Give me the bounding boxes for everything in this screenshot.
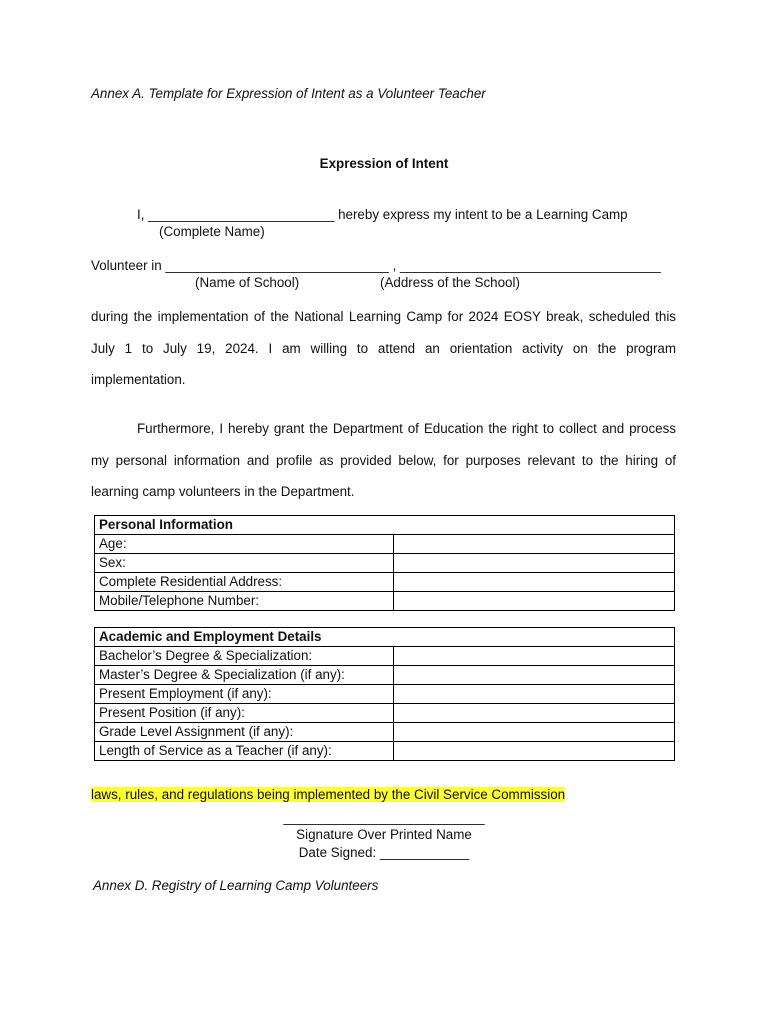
- sex-field[interactable]: [394, 554, 675, 573]
- employment-label: Present Employment (if any):: [95, 685, 394, 704]
- academic-employment-table: [94, 627, 675, 761]
- address-label: Complete Residential Address:: [95, 573, 394, 592]
- volunteer-line: [91, 258, 661, 273]
- volunteer-separator: ,: [388, 258, 401, 273]
- highlighted-text: laws, rules, and regulations being implemented by the Civil Service Commission: [91, 787, 566, 802]
- grade-level-field[interactable]: [394, 723, 675, 742]
- bachelors-label: Bachelor’s Degree & Specialization:: [95, 647, 394, 666]
- table-header-row: [95, 628, 675, 647]
- table-row: [95, 742, 675, 761]
- table-row: [95, 666, 675, 685]
- age-label: Age:: [95, 535, 394, 554]
- annex-d-title: Annex D. Registry of Learning Camp Volunteers: [93, 878, 379, 893]
- table-row: [95, 647, 675, 666]
- masters-label: Master’s Degree & Specialization (if any):: [95, 666, 394, 685]
- signature-caption: Signature Over Printed Name: [296, 827, 472, 842]
- personal-information-header: Personal Information: [95, 516, 675, 535]
- table-row: [95, 723, 675, 742]
- masters-field[interactable]: [394, 666, 675, 685]
- paragraph-implementation: during the implementation of the National Learning Camp for 2024 EOSY break, scheduled this July 1 to July 19, 2024. I am willing to attend an orientation activity on the program implementation.: [91, 309, 676, 387]
- position-field[interactable]: [394, 704, 675, 723]
- table-row: [95, 535, 675, 554]
- intent-suffix: hereby express my intent to be a Learning Camp: [334, 207, 628, 222]
- table-row: [95, 685, 675, 704]
- page-title: Expression of Intent: [319, 156, 449, 171]
- bachelors-field[interactable]: [394, 647, 675, 666]
- signature-line: ___________________________: [283, 810, 485, 825]
- complete-name-blank: _________________________: [148, 207, 335, 222]
- table-header-row: [95, 516, 675, 535]
- date-signed-line: [0, 845, 768, 860]
- address-field[interactable]: [394, 573, 675, 592]
- academic-employment-header: Academic and Employment Details: [95, 628, 675, 647]
- name-of-school-caption: (Name of School): [195, 275, 300, 290]
- volunteer-prefix: Volunteer in: [91, 258, 166, 273]
- intent-line: [137, 207, 628, 222]
- paragraph-consent: Furthermore, I hereby grant the Department of Education the right to collect and process my personal information and profile as provided below, for purposes relevant to the hiring of learning camp volunteers in the Department.: [91, 421, 676, 499]
- date-signed-blank: ____________: [379, 845, 470, 860]
- employment-field[interactable]: [394, 685, 675, 704]
- phone-label: Mobile/Telephone Number:: [95, 592, 394, 611]
- phone-field[interactable]: [394, 592, 675, 611]
- sex-label: Sex:: [95, 554, 394, 573]
- grade-level-label: Grade Level Assignment (if any):: [95, 723, 394, 742]
- civil-service-note: [91, 787, 565, 802]
- table-row: [95, 573, 675, 592]
- table-row: [95, 592, 675, 611]
- age-field[interactable]: [394, 535, 675, 554]
- personal-information-table: [94, 515, 675, 611]
- length-of-service-field[interactable]: [394, 742, 675, 761]
- position-label: Present Position (if any):: [95, 704, 394, 723]
- complete-name-caption: (Complete Name): [159, 224, 265, 239]
- intent-prefix: I,: [137, 207, 149, 222]
- table-row: [95, 554, 675, 573]
- school-name-blank: ______________________________: [165, 258, 389, 273]
- annex-a-title: Annex A. Template for Expression of Intent as a Volunteer Teacher: [91, 86, 486, 101]
- school-address-blank: ___________________________________: [400, 258, 661, 273]
- length-of-service-label: Length of Service as a Teacher (if any):: [95, 742, 394, 761]
- table-row: [95, 704, 675, 723]
- date-signed-label: Date Signed:: [298, 845, 380, 860]
- address-caption: (Address of the School): [380, 275, 520, 290]
